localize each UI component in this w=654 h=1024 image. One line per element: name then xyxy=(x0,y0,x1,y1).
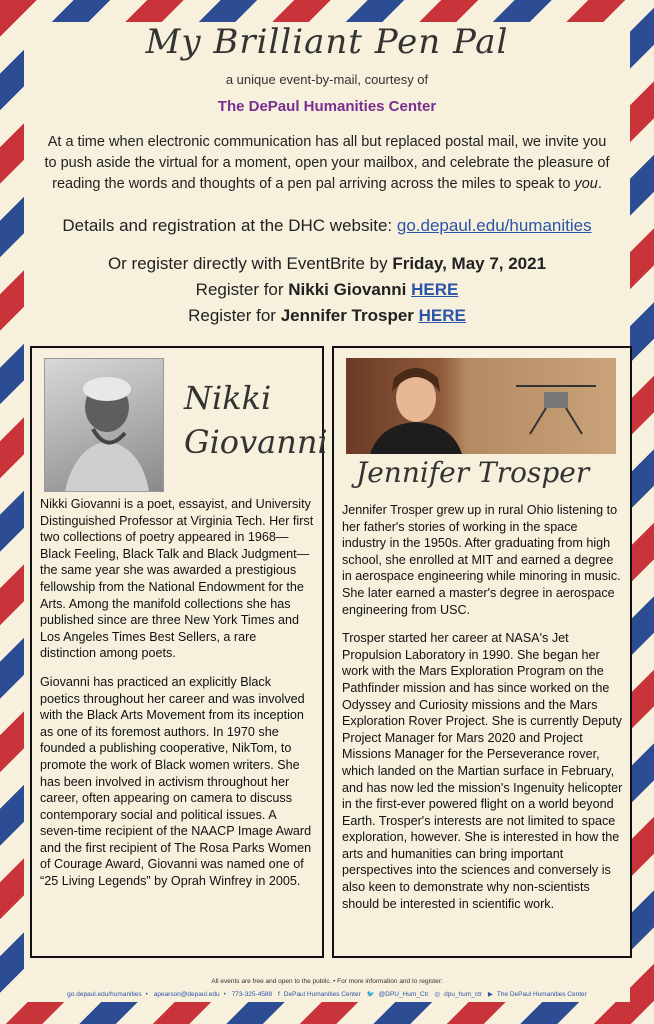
register-prefix: Register for xyxy=(188,306,281,325)
nikki-signature xyxy=(184,376,328,464)
subtitle: a unique event-by-mail, courtesy of xyxy=(225,72,429,87)
signature-first: Nikki xyxy=(184,379,272,417)
nikki-giovanni-photo xyxy=(44,358,164,492)
intro-paragraph xyxy=(40,132,614,195)
register-name: Jennifer Trosper xyxy=(280,306,414,325)
register-jennifer-line xyxy=(0,306,654,326)
jennifer-trosper-panel xyxy=(332,346,632,958)
nikki-bio xyxy=(40,496,314,902)
footer-youtube-link[interactable]: The DePaul Humanities Center xyxy=(496,991,587,998)
instagram-icon: ◎ xyxy=(434,991,441,998)
facebook-icon: f xyxy=(277,991,280,998)
bio-paragraph: Trosper started her career at NASA's Jet Propulsion Laboratory in 1990. She began her work with the Mars Exploration Program on the Pathfinder mission and has since worked on the Odyssey and Curiosity missions and the Mars Exploration Rover Project. She is currently Deputy Project Manager for Mars 2020 and Project Missions Manager for the Perseverance rover, which landed on the Martian surface in February, and has now led the mission's Ingenuity helicopter in the first-ever powered flight on a world beyond Earth. Trosper's interests are not limited to space exploration, however. She is interested in how the arts and humanities can bring important perspectives into the sciences and conversely is also keen to demonstrate why non-scientists should be interested in scientific work. xyxy=(342,631,623,911)
bio-paragraph: Giovanni has practiced an explicitly Black poetics throughout her career and was involved with the Black Arts Movement from its inception as one of its foremost authors. In 1970 she founded a publishing cooperative, NikTom, to promote the work of Black women writers. She has been involved in activism throughout her career, often appearing on camera to discuss contemporary social and political issues. A seven-time recipient of the NAACP Image Award and the first recipient of The Rosa Parks Women of Courage Award, Giovanni was named one of “25 Living Legends” by Oprah Winfrey in 2005. xyxy=(40,674,312,889)
details-line xyxy=(0,216,654,236)
footer-website-link[interactable]: go.depaul.edu/humanities xyxy=(67,991,142,998)
deadline-date: Friday, May 7, 2021 xyxy=(392,254,547,273)
footer-contacts: go.depaul.edu/humanities • apearson@depaul.edu • 773-325-4588 f DePaul Humanities Center 🐦 @DPU_Hum_Ctr ◎ dpu_hum_ctr ▶ The DePaul Humanities Center xyxy=(67,991,587,998)
bio-paragraph: Jennifer Trosper grew up in rural Ohio listening to her father's stories of working in the space industry in the 1950s. After graduating from high school, she enrolled at MIT and earned a degree in aerospace engineering while minoring in music. She later earned a master's degree in aerospace engineering from USC. xyxy=(342,503,621,617)
jennifer-signature: Jennifer Trosper xyxy=(356,456,590,489)
jennifer-bio xyxy=(342,502,624,924)
details-text: Details and registration at the DHC website: xyxy=(62,216,397,235)
nikki-giovanni-panel xyxy=(30,346,328,958)
footer-twitter-link[interactable]: @DPU_Hum_Ctr xyxy=(378,991,429,998)
register-jennifer-link[interactable]: HERE xyxy=(418,306,466,325)
footer-phone: 773-325-4588 xyxy=(231,991,273,998)
bio-paragraph: Nikki Giovanni is a poet, essayist, and University Distinguished Professor at Virginia Tech. Her first two collections of poetry appeared in 1968— Black Feeling, Black Talk and Black Judgment—the same year she was awarded a prestigious fellowship from the National Endowment for the Arts. Among the manifold collections she has published since are three New York Times and Los Angeles Times Best Sellers, a rare distinction among poets. xyxy=(40,497,314,661)
footer-email-link[interactable]: apearson@depaul.edu xyxy=(153,991,220,998)
eventbrite-line xyxy=(0,254,654,274)
register-name: Nikki Giovanni xyxy=(288,280,407,299)
org-name: The DePaul Humanities Center xyxy=(217,98,437,115)
register-prefix: Register for xyxy=(195,280,289,299)
jennifer-trosper-photo xyxy=(346,358,616,454)
footer-facebook-link[interactable]: DePaul Humanities Center xyxy=(283,991,361,998)
footer-notice: All events are free and open to the public. • For more information and to register: xyxy=(211,978,443,985)
intro-text: At a time when electronic communication has all but replaced postal mail, we invite you to push aside the virtual for a moment, open your mailbox, and celebrate the pleasure of reading the words and thoughts of a pen pal arriving across the miles to speak to xyxy=(44,134,610,192)
youtube-icon: ▶ xyxy=(487,991,493,998)
intro-emphasis: you xyxy=(574,176,598,192)
footer-instagram-link[interactable]: dpu_hum_ctr xyxy=(444,991,483,998)
dhc-website-link[interactable]: go.depaul.edu/humanities xyxy=(396,216,592,235)
intro-end: . xyxy=(597,176,602,192)
register-nikki-line xyxy=(0,280,654,300)
register-nikki-link[interactable]: HERE xyxy=(411,280,459,299)
signature-last: Giovanni xyxy=(184,423,328,461)
twitter-icon: 🐦 xyxy=(366,991,375,998)
eventbrite-text: Or register directly with EventBrite by xyxy=(107,254,393,273)
page-title: My Brilliant Pen Pal xyxy=(145,22,509,62)
